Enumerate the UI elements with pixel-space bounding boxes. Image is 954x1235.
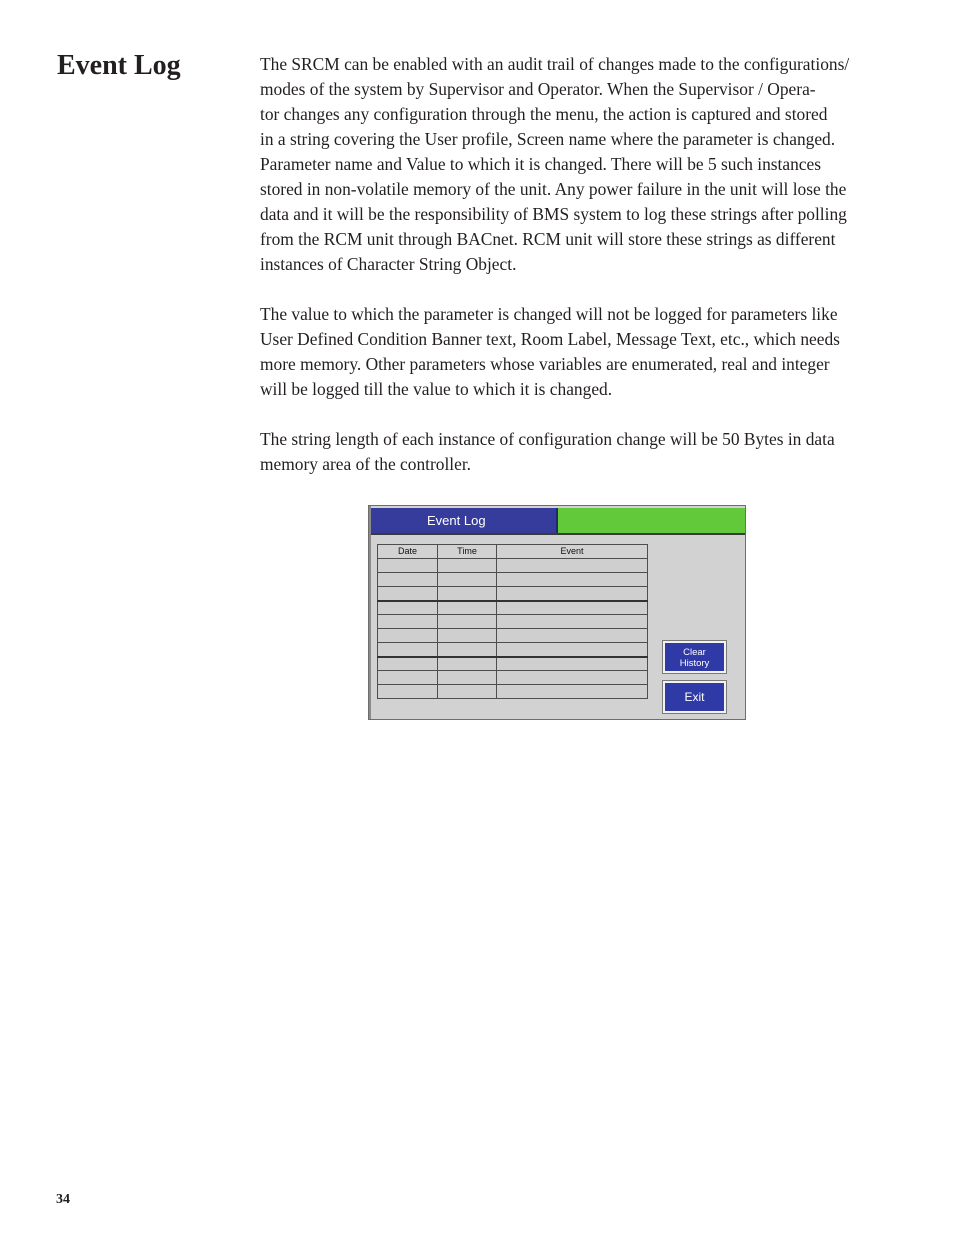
table-cell-time (438, 671, 497, 685)
table-row (378, 657, 648, 671)
table-row (378, 685, 648, 699)
table-cell-date (378, 657, 438, 671)
table-cell-date (378, 685, 438, 699)
page-number: 34 (56, 1192, 70, 1207)
text-line: instances of Character String Object. (260, 254, 517, 274)
text-line: User Defined Condition Banner text, Room Label, Message Text, etc., which needs (260, 329, 840, 349)
table-row (378, 629, 648, 643)
screen-title: Event Log (371, 508, 558, 533)
table-cell-date (378, 643, 438, 657)
text-line: The value to which the parameter is changed will not be logged for parameters like (260, 304, 838, 324)
text-line: The string length of each instance of configuration change will be 50 Bytes in data (260, 429, 835, 449)
text-line: from the RCM unit through BACnet. RCM unit will store these strings as different (260, 229, 836, 249)
table-cell-date (378, 587, 438, 601)
table-cell-time (438, 643, 497, 657)
table-cell-date (378, 629, 438, 643)
column-header-event: Event (497, 545, 648, 559)
table-cell-event (497, 657, 648, 671)
clear-history-button[interactable] (663, 641, 726, 673)
table-cell-event (497, 587, 648, 601)
column-header-date: Date (378, 545, 438, 559)
table-cell-event (497, 685, 648, 699)
text-line: The SRCM can be enabled with an audit trail of changes made to the configurations/ (260, 54, 850, 74)
table-row (378, 601, 648, 615)
table-header-row (378, 545, 648, 559)
table-cell-time (438, 629, 497, 643)
table-cell-time (438, 587, 497, 601)
paragraph-3 (260, 427, 900, 477)
table-row (378, 643, 648, 657)
table-row (378, 587, 648, 601)
section-title: Event Log (57, 50, 181, 81)
table-row (378, 573, 648, 587)
table-cell-time (438, 559, 497, 573)
table-cell-date (378, 573, 438, 587)
screen-bezel (369, 506, 371, 719)
table-row (378, 671, 648, 685)
table-cell-date (378, 615, 438, 629)
table-cell-date (378, 601, 438, 615)
table-cell-date (378, 559, 438, 573)
table-cell-event (497, 671, 648, 685)
table-cell-event (497, 643, 648, 657)
event-log-screen (368, 505, 746, 720)
table-cell-event (497, 629, 648, 643)
text-line: more memory. Other parameters whose variables are enumerated, real and integer (260, 354, 830, 374)
table-cell-event (497, 601, 648, 615)
clear-history-label-line2: History (679, 658, 710, 669)
table-cell-time (438, 573, 497, 587)
table-cell-date (378, 671, 438, 685)
text-line: in a string covering the User profile, Screen name where the parameter is changed. (260, 129, 836, 149)
table-cell-time (438, 601, 497, 615)
event-log-table (377, 544, 648, 699)
text-line: data and it will be the responsibility of BMS system to log these strings after polling (260, 204, 847, 224)
table-cell-event (497, 615, 648, 629)
text-line: memory area of the controller. (260, 454, 472, 474)
table-row (378, 615, 648, 629)
screen-header (371, 508, 745, 535)
text-line: stored in non-volatile memory of the unit. Any power failure in the unit will lose the (260, 179, 847, 199)
table-row (378, 559, 648, 573)
table-cell-event (497, 559, 648, 573)
text-line: modes of the system by Supervisor and Operator. When the Supervisor / Opera- (260, 79, 816, 99)
table-body (378, 559, 648, 699)
status-bar (558, 508, 745, 533)
table-cell-time (438, 685, 497, 699)
exit-button[interactable]: Exit (663, 681, 726, 713)
text-line: tor changes any configuration through the menu, the action is captured and stored (260, 104, 828, 124)
text-line: will be logged till the value to which it is changed. (260, 379, 613, 399)
table-cell-time (438, 657, 497, 671)
table-cell-event (497, 573, 648, 587)
table-cell-time (438, 615, 497, 629)
body-text (260, 52, 900, 502)
clear-history-label-line1: Clear (683, 647, 706, 658)
text-line: Parameter name and Value to which it is changed. There will be 5 such instances (260, 154, 821, 174)
paragraph-2 (260, 302, 900, 402)
column-header-time: Time (438, 545, 497, 559)
paragraph-1 (260, 52, 900, 277)
